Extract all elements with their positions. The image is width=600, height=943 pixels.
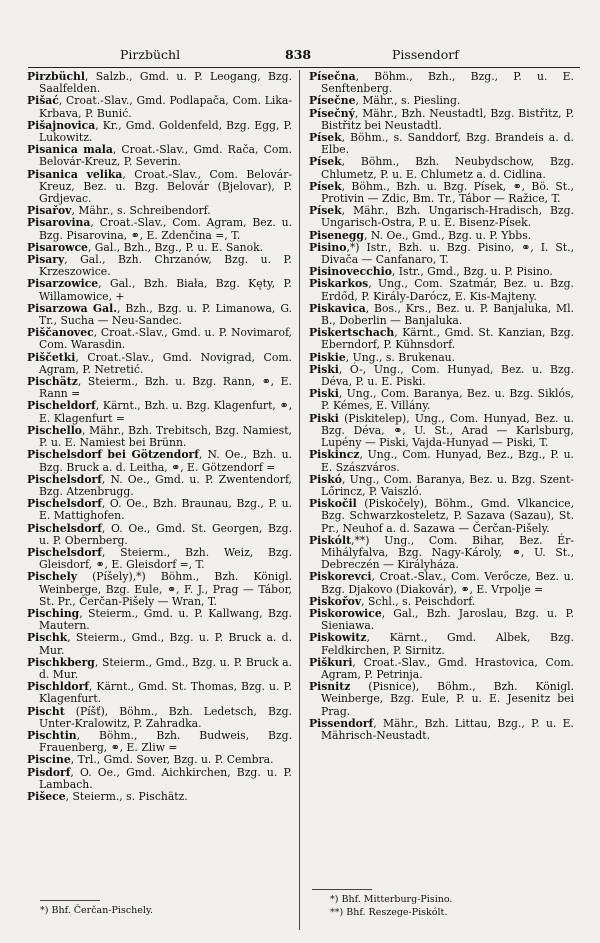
gazetteer-entry: Pischätz, Steierm., Bzh. u. Bzg. Rann, ⚭, E. Rann = (27, 375, 292, 401)
gazetteer-entry: Pischelsdorf, Steierm., Bzh. Weiz, Bzg. Gleisdorf, ⚭, E. Gleisdorf =, T. (27, 545, 292, 572)
gazetteer-entry: Piskavica, Bos., Krs., Bez. u. P. Banjaluka, Ml. B., Doberlin — Banjaluka. (309, 301, 574, 328)
gazetteer-entry: Pissendorf, Mähr., Bzh. Littau, Bzg., P. u. E. Mährisch-Neustadt. (309, 716, 574, 742)
gazetteer-entry: Pisary, Gal., Bzh. Chrzanów, Bzg. u. P. Krzeszowice. (27, 253, 292, 279)
gazetteer-entry: Pischk, Steierm., Gmd., Bzg. u. P. Bruck a. d. Mur. (27, 631, 292, 657)
gazetteer-entry: Pisdorf, O. Oe., Gmd. Aichkirchen, Bzg. u. P. Lambach. (27, 765, 292, 791)
gazetteer-entry: Piscine, Trl., Gmd. Sover, Bzg. u. P. Cembra. (27, 753, 274, 767)
gazetteer-entry: Pisenegg, N. Oe., Gmd., Bzg. u. P. Ybbs. (309, 228, 532, 242)
gazetteer-entry: Pischelsdorf, N. Oe., Gmd. u. P. Zwentendorf, Bzg. Atzenbrugg. (27, 472, 292, 498)
gazetteer-entry: Piski, Ung., Com. Baranya, Bez. u. Bzg. Siklós, P. Kémes, E. Villány. (309, 387, 574, 413)
page-number: 838 (285, 47, 312, 62)
left-column (27, 71, 292, 803)
gazetteer-entry: Piskó, Ung., Com. Baranya, Bez. u. Bzg. Szent-Lőrincz, P. Vaiszló. (309, 472, 574, 498)
footnote-left: *) Bhf. Čerčan-Pischely. (40, 905, 154, 916)
gazetteer-entry: Pischelsdorf, O. Oe., Bzh. Braunau, Bzg., P. u. E. Mattighofen. (27, 497, 292, 523)
gazetteer-entry: Piskočil (Piskočely), Böhm., Gmd. Vlkancice, Bzg. Schwarzkosteletz, P. Sazava (Sazau), St. Pr., Neuhof a. d. Sazawa — Čerčan-Pišely. (309, 497, 574, 535)
gazetteer-entry: Pisino,*) Istr., Bzh. u. Bzg. Pisino, ⚭, I. St., Divača — Canfanaro, T. (309, 240, 574, 267)
gazetteer-entry: Pisarzowa Gal., Bzh., Bzg. u. P. Limanowa, G. Tr., Sucha — Neu-Sandec. (27, 301, 292, 328)
gazetteer-entry: Pischldorf, Kärnt., Gmd. St. Thomas, Bzg. u. P. Klagenfurt. (27, 680, 292, 706)
gazetteer-entry: Pišece, Steierm., s. Pischätz. (27, 789, 188, 803)
gazetteer-entry: Pišajnovica, Kr., Gmd. Goldenfeld, Bzg. Egg, P. Lukowitz. (27, 118, 292, 145)
gazetteer-entry: Piskowitz, Kärnt., Gmd. Albek, Bzg. Feldkirchen, P. Sirnitz. (309, 631, 574, 657)
footnote-right-2: **) Bhf. Reszege-Piskólt. (330, 907, 448, 918)
gazetteer-entry: Pischelsdorf bei Götzendorf, N. Oe., Bzh. u. Bzg. Bruck a. d. Leitha, ⚭, E. Götzendorf = (27, 448, 292, 474)
gazetteer-entry: Piski, Ó-, Ung., Com. Hunyad, Bez. u. Bzg. Déva, P. u. E. Piski. (309, 362, 574, 389)
footnotes-right (330, 893, 452, 919)
footnote-rule-left (40, 900, 100, 901)
column-separator (299, 70, 300, 930)
gazetteer-entry: Piskie, Ung., s. Brukenau. (309, 350, 456, 364)
gazetteer-entry: Pisařov, Mähr., s. Schreibendorf. (27, 204, 211, 218)
gazetteer-entry: Pischt (Píšť), Böhm., Bzh. Ledetsch, Bzg. Unter-Kralowitz, P. Zahradka. (27, 704, 292, 730)
gazetteer-entry: Písečne, Mähr., s. Piesling. (309, 94, 461, 108)
gazetteer-entry: Piski (Piskitelep), Ung., Com. Hunyad, Bez. u. Bzg. Déva, ⚭, U. St., Arad — Karlsburg, Lupény — Piski, Vajda-Hunyad — Piski, T. (309, 411, 574, 450)
gazetteer-entry: Pisarzowice, Gal., Bzh. Biała, Bzg. Kęty, P. Willamowice, + (27, 277, 292, 303)
footnote-rule-right (312, 889, 372, 890)
gazetteer-entry: Piskořov, Schl., s. Peischdorf. (309, 594, 476, 608)
gazetteer-entry: Pisnitz (Pisnice), Böhm., Bzh. Königl. Weinberge, Bzg. Eule, P. u. E. Jesenitz bei Prag. (309, 680, 574, 718)
gazetteer-entry: Piskólt,**) Ung., Com. Bihar, Bez. Ér-Mihályfalva, Bzg. Nagy-Károly, ⚭, U. St., Debreczén — Királyháza. (309, 533, 574, 572)
gazetteer-entry: Písek, Mähr., Bzh. Ungarisch-Hradisch, Bzg. Ungarisch-Ostra, P. u. E. Bisenz-Písek. (309, 204, 574, 230)
gazetteer-entry: Písek, Böhm., Bzh. Neubydschow, Bzg. Chlumetz, P. u. E. Chlumetz a. d. Cidlina. (309, 155, 574, 181)
footnote-right-1: *) Bhf. Mitterburg-Pisino. (330, 894, 453, 905)
gazetteer-entry: Pischeldorf, Kärnt., Bzh. u. Bzg. Klagenfurt, ⚭, E. Klagenfurt = (27, 399, 292, 425)
gazetteer-entry: Pischello, Mähr., Bzh. Trebitsch, Bzg. Namiest, P. u. E. Namiest bei Brünn. (27, 423, 292, 450)
right-column (309, 71, 574, 742)
running-head-right: Pissendorf (392, 47, 459, 62)
gazetteer-entry: Piskorevci, Croat.-Slav., Com. Verőcze, Bez. u. Bzg. Djakovo (Diakovár), ⚭, E. Vrpolje = (309, 570, 574, 596)
gazetteer-entry: Písek, Böhm., Bzh. u. Bzg. Písek, ⚭, Bö. St., Protivin — Zdic, Bm. Tr., Tábor — Ražice, T. (309, 179, 574, 206)
header-rule (28, 67, 580, 68)
gazetteer-entry: Pisarovina, Croat.-Slav., Com. Agram, Bez. u. Bzg. Pisarovina, ⚭, E. Zdenčina =, T. (27, 216, 292, 242)
gazetteer-entry: Piskarkos, Ung., Com. Szatmár, Bez. u. Bzg. Erdőd, P. Király-Darócz, E. Kis-Majteny. (309, 277, 574, 303)
running-head-left: Pirzbüchl (120, 47, 181, 62)
gazetteer-entry: Piškuri, Croat.-Slav., Gmd. Hrastovica, Com. Agram, P. Petrinja. (309, 655, 574, 681)
gazetteer-entry: Piskorowice, Gal., Bzh. Jaroslau, Bzg. u. P. Sieniawa. (309, 606, 574, 633)
gazetteer-entry: Pischely (Píšely),*) Böhm., Bzh. Königl. Weinberge, Bzg. Eule, ⚭, F. J., Prag — Tábor, St. Pr., Čerčan-Pišely — Wran, T. (27, 570, 292, 608)
gazetteer-entry: Piščetki, Croat.-Slav., Gmd. Novigrad, Com. Agram, P. Netretić. (27, 350, 292, 376)
gazetteer-entry: Pischelsdorf, O. Oe., Gmd. St. Georgen, Bzg. u. P. Obernberg. (27, 521, 292, 547)
gazetteer-entry: Pisinovecchio, Istr., Gmd., Bzg. u. P. Pisino. (309, 265, 553, 279)
gazetteer-entry: Piščanovec, Croat.-Slav., Gmd. u. P. Novimarof, Com. Warasdin. (27, 326, 292, 352)
gazetteer-entry: Písek, Böhm., s. Sanddorf, Bzg. Brandeis a. d. Elbe. (309, 131, 574, 157)
gazetteer-entry: Písečna, Böhm., Bzh., Bzg., P. u. E. Senftenberg. (309, 70, 574, 96)
gazetteer-entry: Pišać, Croat.-Slav., Gmd. Podlapača, Com. Lika-Krbava, P. Bunić. (27, 94, 292, 120)
gazetteer-entry: Pischkberg, Steierm., Gmd., Bzg. u. P. Bruck a. d. Mur. (27, 655, 292, 681)
gazetteer-entry: Pirzbüchl, Salzb., Gmd. u. P. Leogang, Bzg. Saalfelden. (27, 70, 292, 96)
gazetteer-entry: Piskertschach, Kärnt., Gmd. St. Kanzian, Bzg. Eberndorf, P. Kühnsdorf. (309, 326, 574, 352)
gazetteer-entry: Pisanica mala, Croat.-Slav., Gmd. Rača, Com. Belovár-Kreuz, P. Severin. (27, 143, 293, 169)
gazetteer-entry: Pisanica velika, Croat.-Slav., Com. Belovár-Kreuz, Bez. u. Bzg. Belovár (Bjelovar), P. Grdjevac. (27, 167, 292, 206)
gazetteer-entry: Pisarowce, Gal., Bzh., Bzg., P. u. E. Sanok. (27, 240, 264, 254)
gazetteer-entry: Piskincz, Ung., Com. Hunyad, Bez., Bzg., P. u. E. Szászváros. (309, 448, 574, 474)
gazetteer-entry: Pischtin, Böhm., Bzh. Budweis, Bzg. Frauenberg, ⚭, E. Zliw = (27, 728, 292, 755)
gazetteer-entry: Pisching, Steierm., Gmd. u. P. Kallwang, Bzg. Mautern. (27, 606, 292, 633)
gazetteer-entry: Písečný, Mähr., Bzh. Neustadtl, Bzg. Bistřitz, P. Bistřitz bei Neustadtl. (309, 106, 574, 132)
